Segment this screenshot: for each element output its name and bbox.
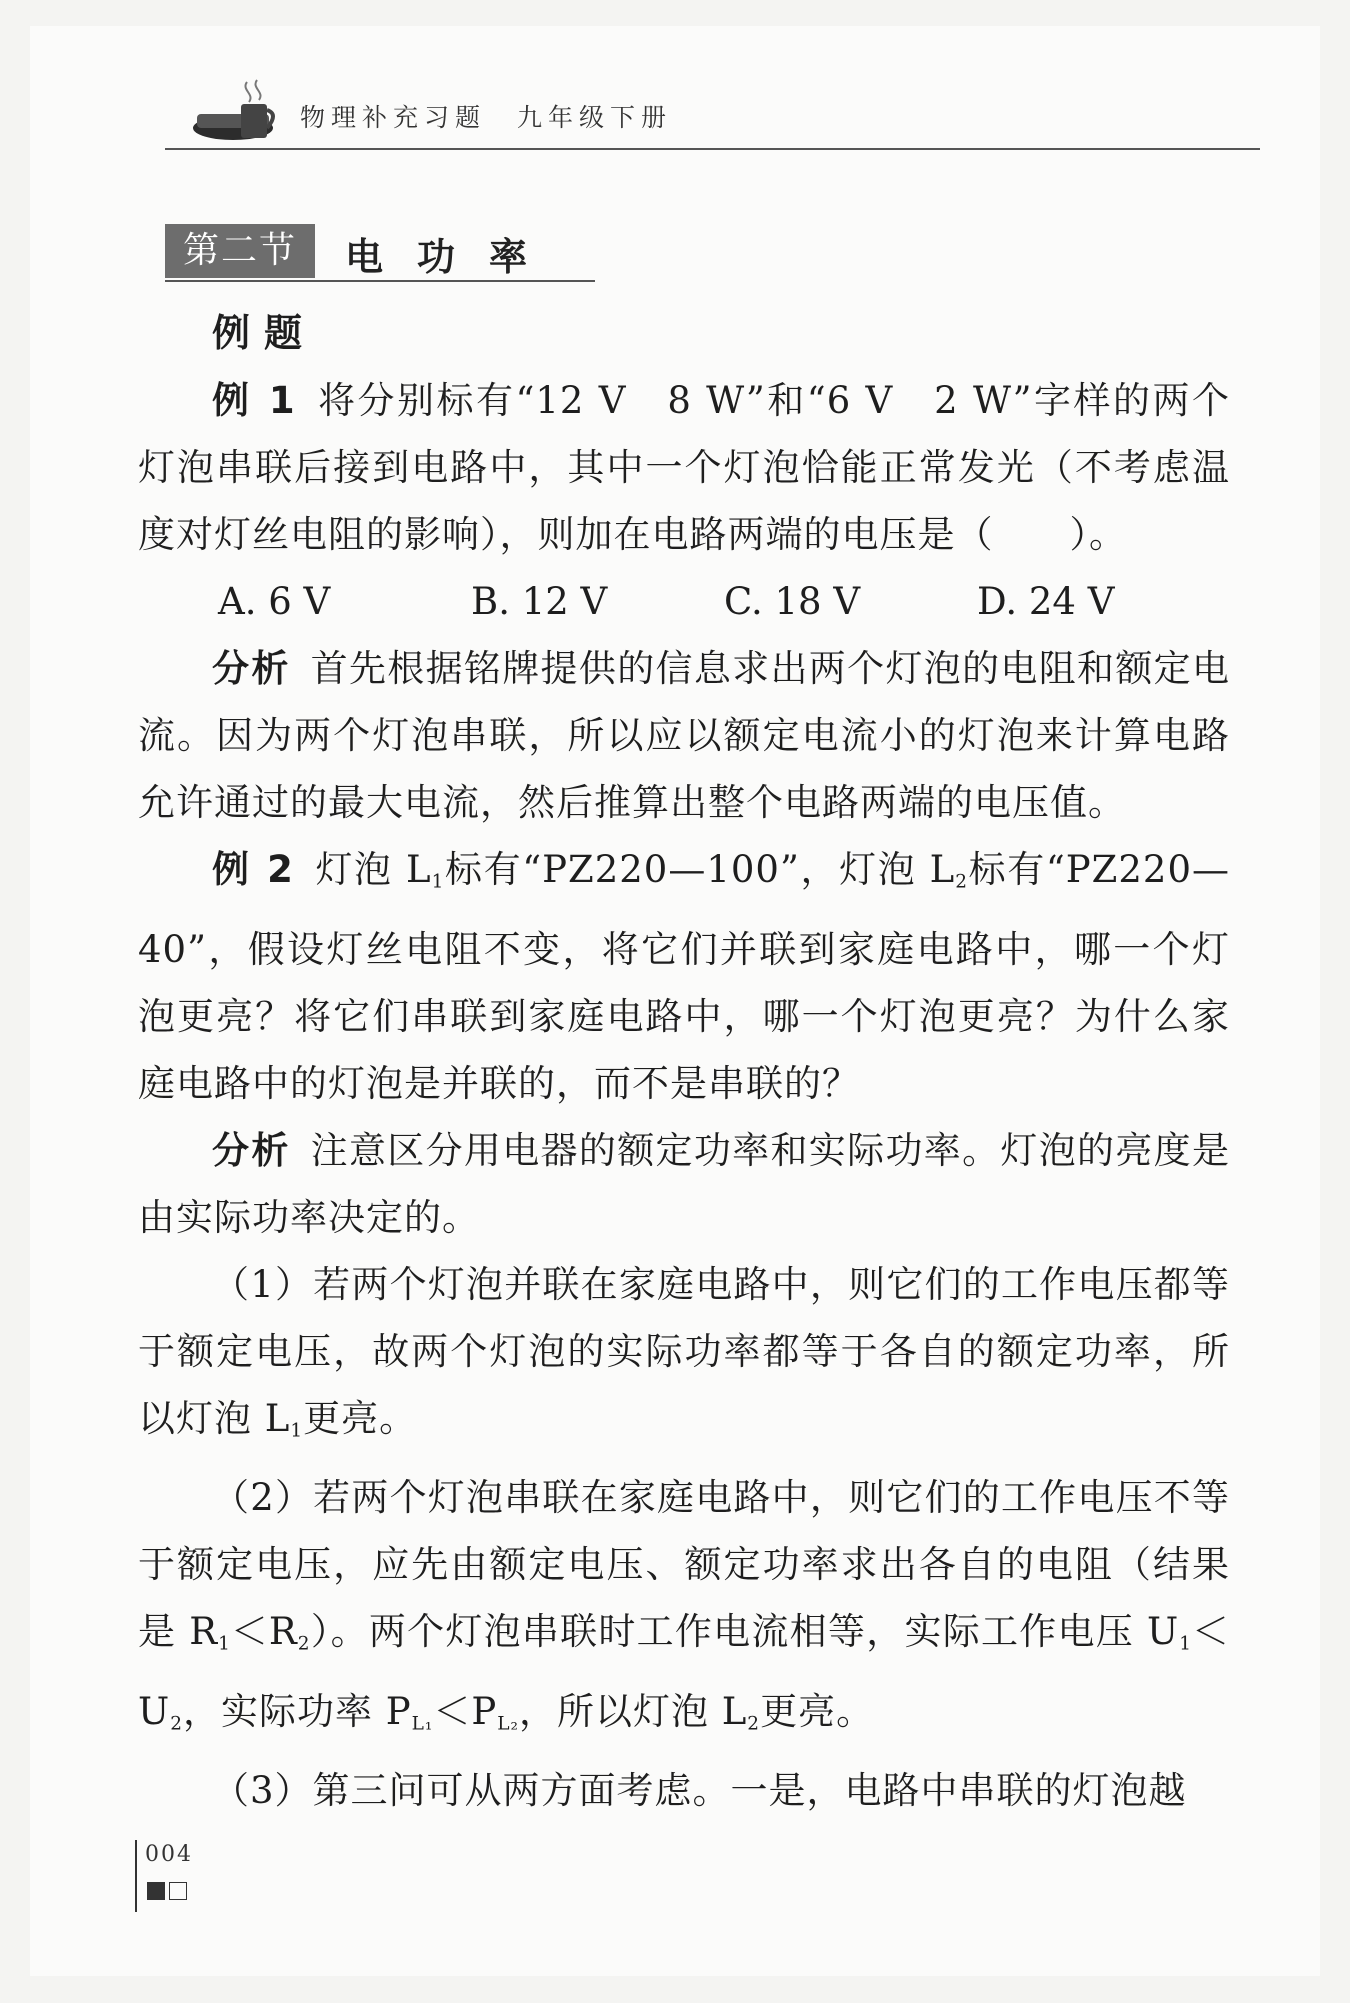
section-number-badge: 第二节 [165, 224, 315, 278]
running-header [165, 76, 1260, 152]
header-title: 物理补充习题 九年级下册 [300, 103, 673, 132]
filled-square-icon [147, 1882, 165, 1900]
book-cup-logo-icon [185, 76, 315, 148]
section-heading [165, 224, 595, 284]
example-2 [138, 836, 1230, 1117]
option-b: B. 12 V [471, 580, 608, 623]
header-divider [165, 148, 1260, 150]
example-1-options [138, 568, 1230, 635]
point-2-text: ，所以灯泡 L [518, 1689, 748, 1733]
page-body [138, 300, 1230, 1824]
example-2-label: 例 2 [212, 848, 295, 891]
section-divider [165, 280, 595, 282]
example-1-text: 将分别标有“12 V 8 W”和“6 V 2 W”字样的两个灯泡串联后接到电路中，其中一个灯泡恰能正常发光（不考虑温度对灯丝电阻的影响），则加在电路两端的电压是（ ）。 [138, 379, 1230, 556]
option-d: D. 24 V [977, 580, 1115, 623]
page-footer [135, 1840, 215, 1912]
analysis-point-1 [138, 1251, 1230, 1465]
point-2-text: ，实际功率 P [182, 1689, 412, 1733]
analysis-1-text: 首先根据铭牌提供的信息求出两个灯泡的电阻和额定电流。因为两个灯泡串联，所以应以额定电流小的灯泡来计算电路允许通过的最大电流，然后推算出整个电路两端的电压值。 [138, 647, 1230, 824]
subscript: 1 [1179, 1633, 1192, 1655]
subscript: 1 [218, 1633, 231, 1655]
subscript: 1 [290, 1420, 304, 1442]
subscript: L₁ [411, 1713, 434, 1735]
option-c: C. 18 V [724, 580, 861, 623]
point-2-text: ）。两个灯泡串联时工作电流相等，实际工作电压 U [310, 1610, 1180, 1654]
example-2-text-3: 标有“PZ220—40”，假设灯丝电阻不变，将它们并联到家庭电路中，哪一个灯泡更亮？将它们串联到家庭电路中，哪一个灯泡更亮？为什么家庭电路中的灯泡是并联的，而不是串联的？ [138, 848, 1230, 1105]
example-1-label: 例 1 [212, 379, 297, 422]
page-number: 004 [145, 1842, 193, 1867]
example-1 [138, 367, 1230, 568]
point-1-text-end: 更亮。 [303, 1396, 418, 1440]
analysis-2-text: 注意区分用电器的额定功率和实际功率。灯泡的亮度是由实际功率决定的。 [138, 1128, 1230, 1239]
section-title: 电功率 [345, 235, 562, 279]
analysis-point-2 [138, 1464, 1230, 1757]
empty-square-icon [169, 1882, 187, 1900]
point-2-text: 更亮。 [760, 1689, 875, 1733]
point-3-text: （3）第三问可从两方面考虑。一是，电路中串联的灯泡越 [212, 1769, 1187, 1813]
subscript: L₂ [497, 1713, 519, 1735]
example-2-text-2: 标有“PZ220—100”，灯泡 L [444, 848, 956, 891]
analysis-2 [138, 1117, 1230, 1251]
analysis-1-label: 分析 [212, 647, 291, 690]
subscript: 2 [747, 1713, 761, 1735]
option-a: A. 6 V [218, 580, 331, 623]
footer-rule [135, 1840, 137, 1912]
point-1-text: （1）若两个灯泡并联在家庭电路中，则它们的工作电压都等于额定电压，故两个灯泡的实际功率都等于各自的额定功率，所以灯泡 L [138, 1262, 1230, 1440]
examples-heading: 例题 [212, 311, 317, 355]
point-2-text: （2）若两个灯泡串联在家庭电路中，则它们的工作电压不等于额定电压，应先由额定电压、额定功率求出各自的电阻（结果是 R [138, 1476, 1230, 1654]
analysis-2-label: 分析 [212, 1128, 291, 1172]
point-2-text: ＜P [433, 1689, 498, 1733]
subscript: 1 [431, 871, 445, 893]
subscript: 2 [170, 1713, 183, 1735]
point-2-text: ＜U [138, 1610, 1230, 1733]
analysis-point-3 [138, 1757, 1230, 1824]
subscript: 2 [297, 1633, 311, 1655]
point-2-text: ＜R [230, 1610, 298, 1654]
analysis-1 [138, 635, 1230, 836]
subscript: 2 [955, 871, 969, 893]
example-2-text-1: 灯泡 L [314, 848, 432, 891]
